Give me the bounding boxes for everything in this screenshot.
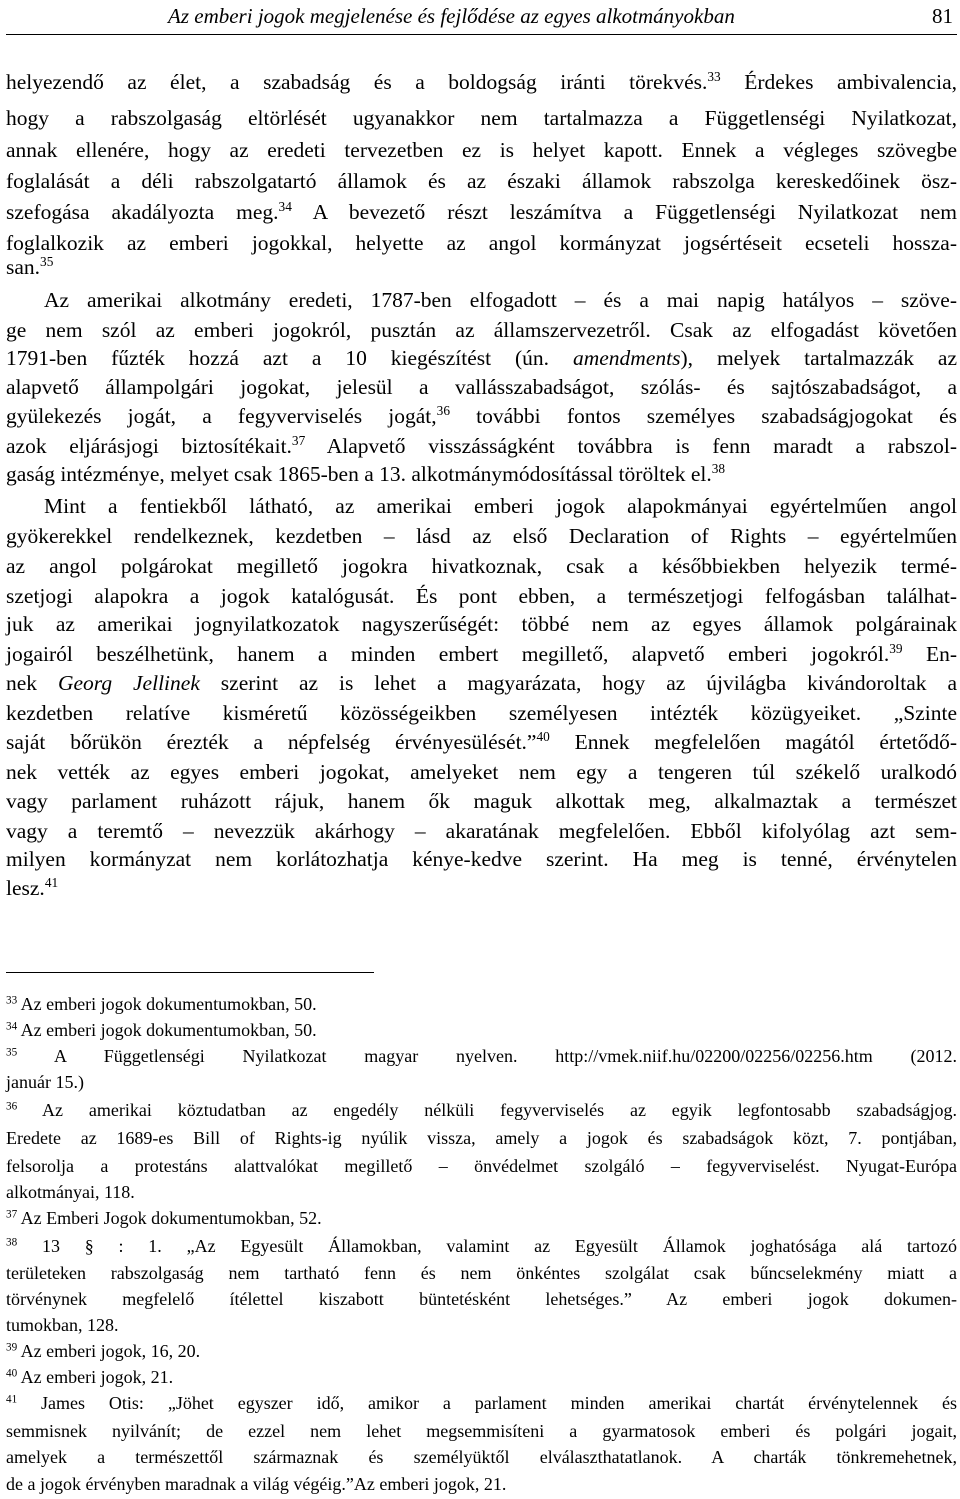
body-line: szetjogi alapokra a jogok katalógusát. És pont ebben, a természetjogi felfogásban találhat- [6, 584, 957, 608]
footnote-35: $^{35}$ A Függetlenségi Nyilatkozat magyar nyelven. http://vmek.niif.hu/02200/02256/02256.htm (2012. [6, 1046, 957, 1066]
body-line: san.$^{35}$ [6, 254, 54, 279]
footnote-38-cont: tumokban, 128. [6, 1315, 119, 1335]
footnote-35-cont: január 15.) [6, 1072, 84, 1092]
footnote-41-cont: de a jogok érvényben maradnak a világ végéig.”Az emberi jogok, 21. [6, 1474, 507, 1494]
header-rule [6, 34, 957, 35]
body-line: juk az amerikai jognyilatkozatok nagyszerűségét: többé nem az egyes államok polgárainak [6, 612, 957, 636]
body-line: kezdetben relatíve kisméretű közösségeikben személyesen intézték közügyeiket. „Szinte [6, 701, 957, 725]
body-line: lesz.$^{41}$ [6, 875, 59, 900]
footnote-separator [6, 972, 374, 973]
body-line: nek Georg Jellinek szerint az is lehet a magyarázata, hogy az újvilágba kivándoroltak a [6, 671, 958, 695]
footnote-ref[interactable]: 39 [889, 641, 903, 657]
body-line: saját bőrükön érezték a népfelség érvényesülését.”$^{40}$ Ennek megfelelően magától értetődő- [6, 729, 957, 754]
footnote-40: $^{40}$ Az emberi jogok, 21. [6, 1367, 174, 1387]
body-line: helyezendő az élet, a szabadság és a boldogság iránti törekvés.$^{33}$ Érdekes ambivalencia, [6, 69, 957, 94]
body-line: milyen kormányzat nem korlátozhatja kénye-kedve szerint. Ha meg is tenné, érvénytelen [6, 847, 957, 871]
body-line: jogairól beszélhetünk, hanem a minden embert megillető, alapvető emberi jogokról.$^{39}$ En- [6, 641, 957, 666]
footnote-41-cont: amelyek a természettől származnak és személyüktől elválaszthatatlanok. A charták tönkremehetnek, [6, 1447, 957, 1467]
body-line: nek vették az egyes emberi jogokat, amelyeket nem egy a tengeren túl székelő uralkodó [6, 760, 957, 784]
body-line: gyülekezés jogát, a fegyverviselés jogát,$^{36}$ további fontos személyes szabadságjogokat és [6, 403, 957, 428]
footnote-ref[interactable]: 33 [707, 69, 721, 85]
footnote-36-cont: alkotmányai, 118. [6, 1182, 135, 1202]
footnote-ref[interactable]: 38 [711, 461, 726, 477]
footnote-ref[interactable]: 35 [40, 254, 54, 270]
author-name: Georg Jellinek [57, 671, 200, 695]
footnote-ref[interactable]: 34 [278, 199, 292, 215]
footnote-ref[interactable]: 40 [536, 729, 550, 745]
footnote-38-cont: törvénynek megfelelő ítélettel kiszabott büntetésként lehetséges.” Az emberi jogok dokumen- [6, 1289, 957, 1309]
page-number: 81 [932, 4, 953, 28]
page-header [0, 0, 960, 40]
body-line: foglalkozik az emberi jogokkal, helyette az angol kormányzat jogsértéseit ecseteli hossza- [6, 231, 957, 255]
body-line: vagy parlament ruházott rájuk, hanem ők maguk alkottak meg, alkalmaztak a természet [6, 789, 957, 813]
footnote-39: $^{39}$ Az emberi jogok, 16, 20. [6, 1341, 201, 1361]
footnote-33: $^{33}$ Az emberi jogok dokumentumokban, 50. [6, 994, 317, 1014]
footnote-36-cont: Eredete az 1689-es Bill of Rights-ig nyúlik vissza, amely a jogok és szabadságok közt, 7. pontjában, [6, 1128, 957, 1148]
body-line: Mint a fentiekből látható, az amerikai emberi jogok alapokmányai egyértelműen angol [44, 494, 957, 518]
footnote-38-cont: területeken rabszolgaság nem tartható fenn és nem önkéntes szolgálat csak bűncselekmény miatt a [6, 1263, 957, 1283]
body-line: Az amerikai alkotmány eredeti, 1787-ben elfogadott – és a mai napig hatályos – szöve- [44, 288, 957, 312]
footnote-ref[interactable]: 37 [291, 433, 306, 449]
body-line: ge nem szól az emberi jogokról, pusztán az államszervezetről. Csak az elfogadást követően [6, 318, 957, 342]
body-line: azok eljárásjogi biztosítékait.$^{37}$ Alapvető visszásságként továbbra is fenn maradt a rabszol- [6, 433, 957, 458]
footnote-ref[interactable]: 41 [44, 875, 59, 891]
body-line: 1791-ben fűzték hozzá azt a 10 kiegészítést (ún. amendments), melyek tartalmazzák az [6, 346, 957, 370]
footnote-ref[interactable]: 36 [436, 403, 450, 419]
body-line: gyökerekkel rendelkeznek, kezdetben – lásd az első Declaration of Rights – egyértelműen [6, 524, 957, 548]
running-title: Az emberi jogok megjelenése és fejlődése az egyes alkotmányokban [168, 4, 735, 28]
body-line: annak ellenére, hogy az eredeti tervezetben ez is helyet kapott. Ennek a végleges szövegbe [6, 138, 958, 162]
body-line: foglalását a déli rabszolgatartó államok és az északi államok rabszolga kereskedőinek ösz- [6, 169, 957, 193]
body-line: vagy a teremtő – nevezzük akárhogy – akaratának megfelelően. Ebből kifolyólag azt sem- [6, 819, 957, 843]
body-line: az angol polgárokat megillető jogokra hivatkoznak, csak a későbbiekben helyezik termé- [6, 554, 957, 578]
body-line: gaság intézménye, melyet csak 1865-ben a 13. alkotmánymódosítással töröltek el.$^{38}$ [6, 461, 726, 486]
body-line: alapvető állampolgári jogokat, jelesül a vallásszabadságot, szólás- és sajtószabadságot, a [6, 375, 957, 399]
footnote-34: $^{34}$ Az emberi jogok dokumentumokban, 50. [6, 1020, 317, 1040]
body-line: szefogása akadályozta meg.$^{34}$ A bevezető részt leszámítva a Függetlenségi Nyilatkozat nem [6, 199, 958, 224]
footnote-41-cont: semmisnek nyilvánít; de ezzel nem lehet megsemmisíteni a gyarmatosok emberi és polgári jogait, [6, 1421, 957, 1441]
footnote-36-cont: felsorolja a protestáns alattvalókat megillető – önvédelmet szolgáló – fegyverviselést. Nyugat-Európa [6, 1156, 957, 1176]
footnote-41: $^{41}$ James Otis: „Jöhet egyszer idő, amikor a parlament minden amerikai chartát érvénytelennek és [6, 1393, 957, 1413]
footnote-37: $^{37}$ Az Emberi Jogok dokumentumokban, 52. [6, 1208, 322, 1228]
footnote-38: $^{38}$ 13 § : 1. „Az Egyesült Államokban, valamint az Egyesült Államok joghatósága alá tartozó [6, 1236, 957, 1256]
footnote-36: $^{36}$ Az amerikai köztudatban az engedély nélküli fegyverviselés az egyik legfontosabb szabadságjog. [6, 1100, 957, 1120]
body-line: hogy a rabszolgaság eltörlését ugyanakkor nem tartalmazza a Függetlenségi Nyilatkozat, [6, 106, 957, 130]
